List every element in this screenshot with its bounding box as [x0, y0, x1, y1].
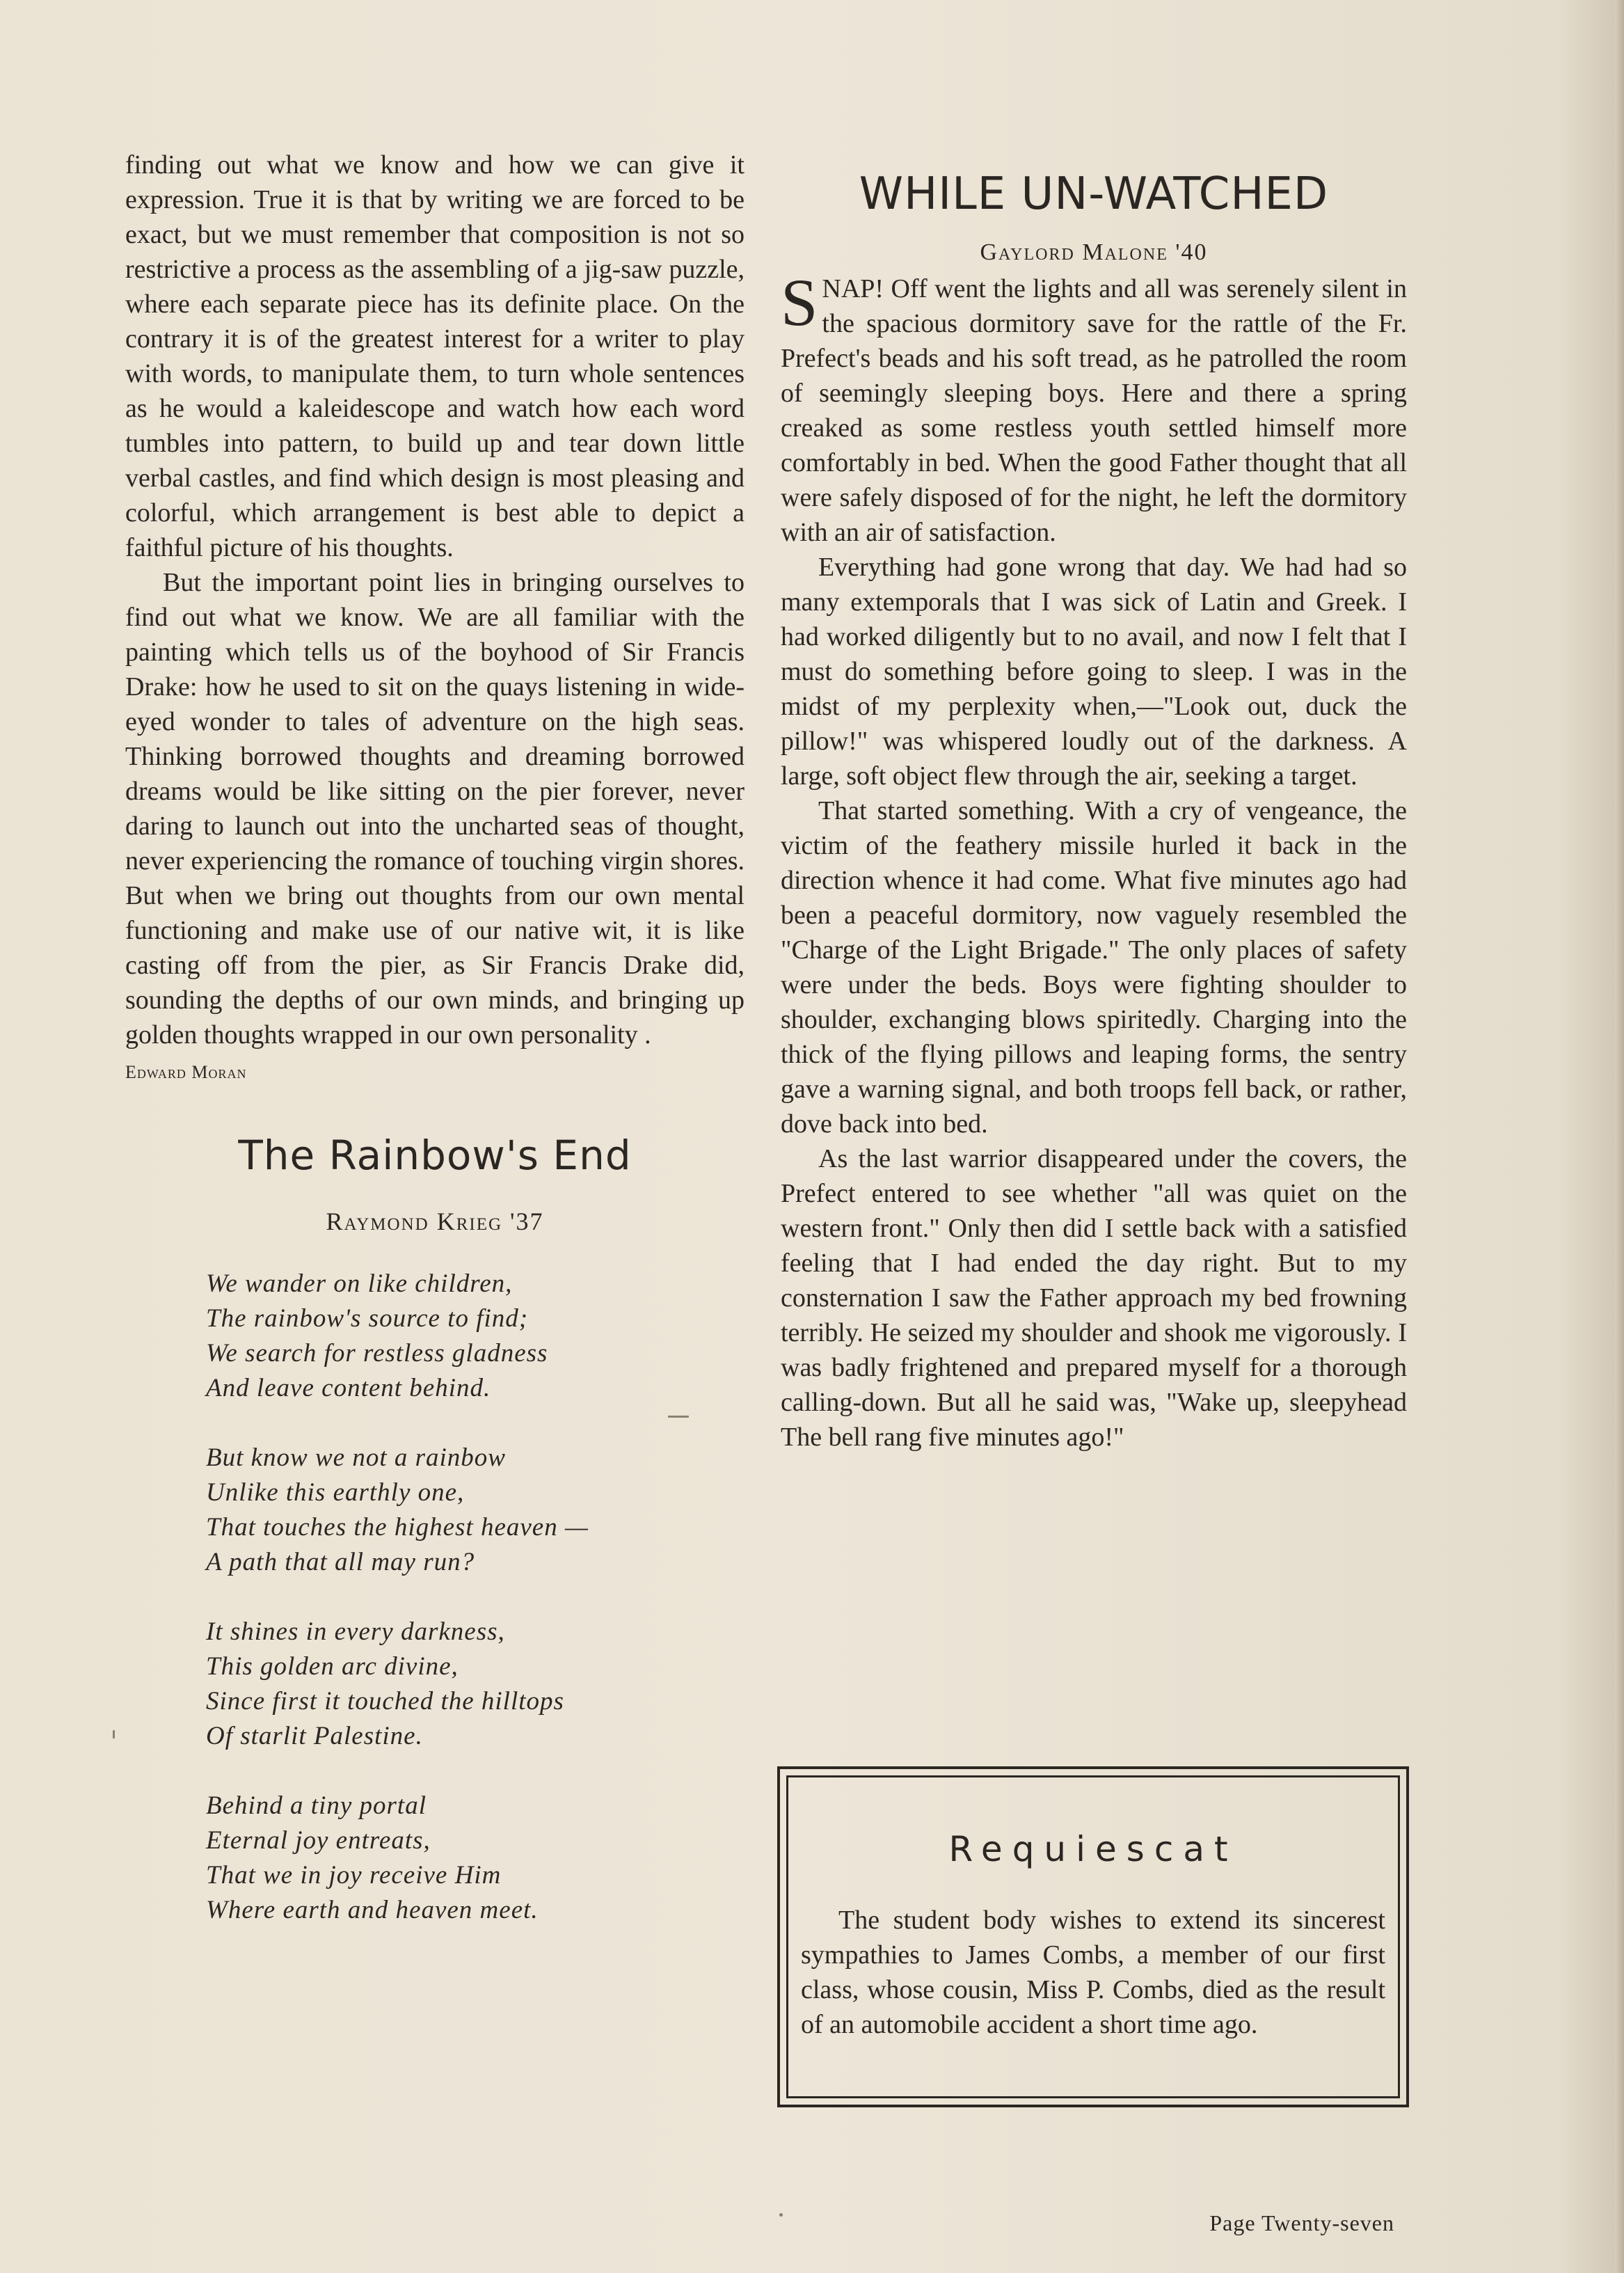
- poem-line: Eternal joy entreats,: [206, 1826, 431, 1855]
- story-paragraph-2: Everything had gone wrong that day. We had had so many extemporals that I was sick of Latin and Greek. I had worked diligently but to no avail, and now I felt that I must do something before going to sleep. I was in the midst of my perplexity when,—"Look out, duck the pillow!" was whispered loudly out of the darkness. A large, soft object flew through the air, seeking a target.: [781, 553, 1407, 791]
- paper-speck: [779, 2213, 783, 2217]
- essay-author: Edward Moran: [125, 1062, 247, 1082]
- poem-line: This golden arc divine,: [206, 1652, 459, 1681]
- poem-stanza: [206, 1267, 745, 1406]
- requiescat-text: The student body wishes to extend its sincerest sympathies to James Combs, a member of our first class, whose cousin, Miss P. Combs, died as the result of an automobile accident a short time ago.: [801, 1906, 1385, 2039]
- story-author: Gaylord Malone '40: [980, 239, 1208, 265]
- poem-line: And leave content behind.: [206, 1374, 491, 1402]
- story-title: WHILE UN-WATCHED: [859, 168, 1329, 220]
- right-column: [781, 148, 1407, 1455]
- poem-title: The Rainbow's End: [238, 1132, 632, 1179]
- poem-line: We search for restless gladness: [206, 1339, 548, 1368]
- poem-line: That touches the highest heaven —: [206, 1513, 589, 1542]
- page-number: Page Twenty-seven: [1209, 2210, 1394, 2235]
- essay-paragraph-2: But the important point lies in bringing ourselves to find out what we know. We are all familiar with the painting which tells us of the boyhood of Sir Francis Drake: how he used to sit on the quays listening in wide-eyed wonder to tales of adventure on the high seas. Thinking borrowed thoughts and dreaming borrowed dreams would be like sitting on the pier forever, never daring to launch out into the uncharted seas of thought, never experiencing the romance of touching virgin shores. But when we bring out thoughts from our own mental functioning and make use of our native wit, it is like casting off from the pier, as Sir Francis Drake did, sounding the depths of our own minds, and bringing up golden thoughts wrapped in our own personality .: [125, 568, 745, 1050]
- poem-line: The rainbow's source to find;: [206, 1304, 529, 1333]
- poem-line: Where earth and heaven meet.: [206, 1896, 539, 1924]
- poem-line: A path that all may run?: [206, 1548, 475, 1576]
- poem-author: Raymond Krieg '37: [326, 1207, 544, 1235]
- poem-stanza: [206, 1615, 745, 1754]
- poem-line: But know we not a rainbow: [206, 1443, 506, 1472]
- story-paragraph-4: As the last warrior disappeared under the covers, the Prefect entered to see whether "all was quiet on the western front." Only then did I settle back with a satisfied feeling that I had ended the day right. But to my consternation I saw the Father approach my bed frowning terribly. He seized my shoulder and shook me vigorously. I was badly frightened and prepared myself for a thorough calling-down. But all he said was, "Wake up, sleepyhead The bell rang five minutes ago!": [781, 1144, 1407, 1452]
- requiescat-title: Requiescat: [948, 1829, 1238, 1869]
- poem-stanza: [206, 1441, 745, 1580]
- poem-line: That we in joy receive Him: [206, 1861, 502, 1890]
- poem-line: Unlike this earthly one,: [206, 1478, 465, 1507]
- poem-line: We wander on like children,: [206, 1269, 513, 1298]
- paper-mark: [113, 1730, 115, 1739]
- poem-line: Of starlit Palestine.: [206, 1722, 423, 1750]
- poem-body: [206, 1267, 745, 1928]
- story-paragraph-3: That started something. With a cry of vengeance, the victim of the feathery missile hurled it back in the direction whence it had come. What five minutes ago had been a peaceful dormitory, now vaguely resembled the "Charge of the Light Brigade." The only places of safety were under the beds. Boys were fighting shoulder to shoulder, exchanging blows spiritedly. Charging into the thick of the flying pillows and leaping forms, the sentry gave a warning signal, and both troops fell back, or rather, dove back into bed.: [781, 796, 1407, 1139]
- poem-stanza: [206, 1789, 745, 1928]
- essay-paragraph-1: finding out what we know and how we can give it expression. True it is that by writing we are forced to be exact, but we must remember that composition is not so restrictive a process as the assembling of a jig-saw puzzle, where each separate piece has its definite place. On the contrary it is of the greatest interest for a writer to play with words, to manipulate them, to turn whole sentences as he would a kaleidescope and watch how each word tumbles into pattern, to build up and tear down little verbal castles, and find which design is most pleasing and colorful, which arrangement is best able to depict a faithful picture of his thoughts.: [125, 150, 745, 562]
- story-paragraph-1-text: NAP! Off went the lights and all was serenely silent in the spacious dormitory save for the rattle of the Fr. Prefect's beads and his soft tread, as he patrolled the room of seemingly sleeping boys. Here and there a spring creaked as some restless youth settled himself more comfortably in bed. When the good Father thought that all were safely disposed of for the night, he left the dormitory with an air of satisfaction.: [781, 274, 1407, 547]
- page-edge-shadow: [1614, 0, 1624, 2273]
- story-paragraph-1: [781, 265, 1407, 550]
- drop-cap: S: [781, 265, 818, 340]
- poem-line: It shines in every darkness,: [206, 1617, 505, 1646]
- poem-line: Behind a tiny portal: [206, 1791, 427, 1820]
- paper-mark: [668, 1416, 689, 1418]
- requiescat-box: [777, 1766, 1409, 2107]
- poem-line: Since first it touched the hilltops: [206, 1687, 564, 1716]
- left-column: [125, 148, 745, 1963]
